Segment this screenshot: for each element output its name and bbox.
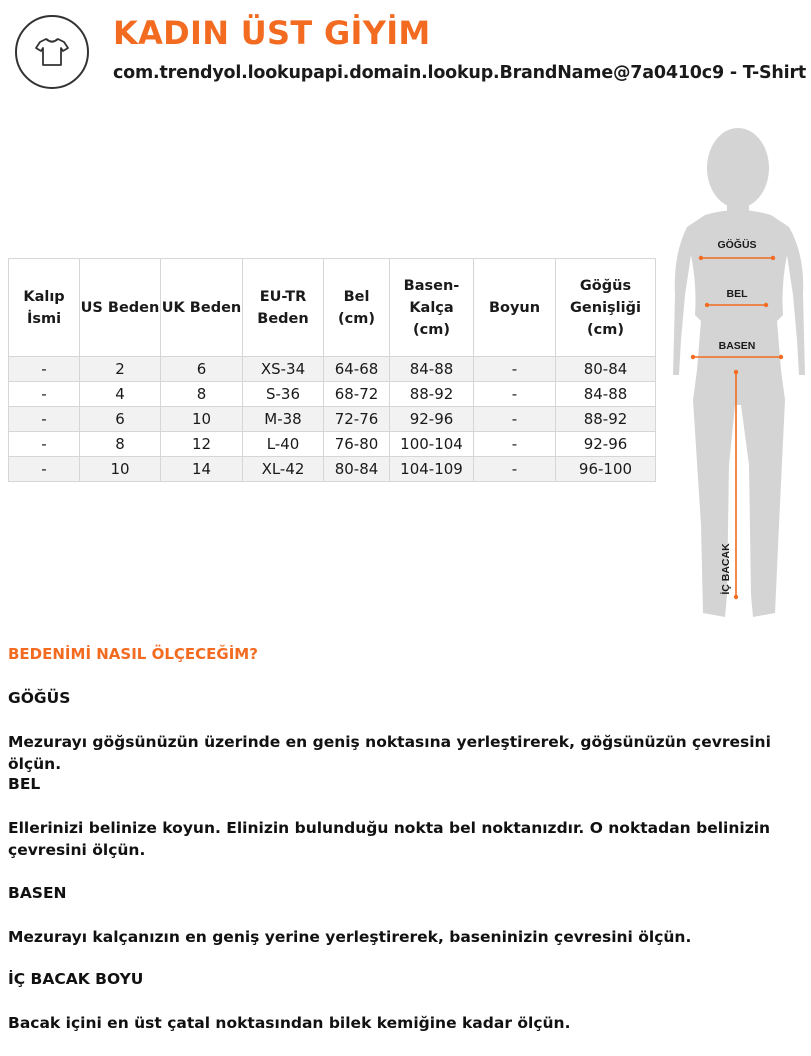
header-us-size: US Beden — [80, 259, 161, 357]
table-cell: 2 — [80, 357, 161, 382]
page-title: KADIN ÜST GİYİM — [113, 14, 431, 52]
table-cell: - — [9, 357, 80, 382]
table-cell: 14 — [161, 457, 243, 482]
table-cell: 8 — [161, 382, 243, 407]
table-row — [9, 357, 656, 382]
table-cell: - — [474, 407, 556, 432]
table-header-row — [9, 259, 656, 357]
table-cell: 64-68 — [324, 357, 390, 382]
table-cell: 84-88 — [556, 382, 656, 407]
table-cell: L-40 — [243, 432, 324, 457]
waist-text: Ellerinizi belinize koyun. Elinizin bulunduğu nokta bel noktanızdır. O noktadan belinizin çevresini ölçün. — [8, 819, 771, 859]
chest-label: GÖĞÜS — [717, 239, 757, 251]
table-cell: - — [9, 382, 80, 407]
table-cell: - — [474, 357, 556, 382]
table-cell: 96-100 — [556, 457, 656, 482]
table-cell: 6 — [161, 357, 243, 382]
table-cell: 76-80 — [324, 432, 390, 457]
table-cell: 10 — [80, 457, 161, 482]
table-row — [9, 407, 656, 432]
body-silhouette — [673, 128, 805, 617]
table-cell: 4 — [80, 382, 161, 407]
header-neck: Boyun — [474, 259, 556, 357]
table-cell: 92-96 — [390, 407, 474, 432]
table-cell: 72-76 — [324, 407, 390, 432]
table-cell: 12 — [161, 432, 243, 457]
page-subtitle: com.trendyol.lookupapi.domain.lookup.BrandName@7a0410c9 - T-Shirt — [113, 63, 807, 83]
table-row — [9, 382, 656, 407]
header-eu-tr-size: EU-TR Beden — [243, 259, 324, 357]
table-cell: - — [9, 407, 80, 432]
table-cell: 68-72 — [324, 382, 390, 407]
table-cell: - — [474, 382, 556, 407]
inseam-text: Bacak içini en üst çatal noktasından bilek kemiğine kadar ölçün. — [8, 1014, 571, 1032]
table-cell: 80-84 — [324, 457, 390, 482]
table-row — [9, 432, 656, 457]
header-chest: Göğüs Genişliği (cm) — [556, 259, 656, 357]
table-row — [9, 457, 656, 482]
table-cell: 84-88 — [390, 357, 474, 382]
table-cell: 104-109 — [390, 457, 474, 482]
waist-label: BEL — [726, 288, 748, 300]
chest-title: GÖĞÜS — [8, 689, 71, 707]
table-cell: 100-104 — [390, 432, 474, 457]
table-cell: S-36 — [243, 382, 324, 407]
inseam-title: İÇ BACAK BOYU — [8, 970, 144, 988]
tshirt-icon — [34, 36, 70, 68]
header-fit-name: Kalıp İsmi — [9, 259, 80, 357]
hip-label: BASEN — [718, 340, 756, 352]
table-cell: 88-92 — [556, 407, 656, 432]
table-cell: - — [474, 457, 556, 482]
table-cell: - — [474, 432, 556, 457]
header-hip: Basen-Kalça (cm) — [390, 259, 474, 357]
table-cell: - — [9, 432, 80, 457]
table-cell: 8 — [80, 432, 161, 457]
chest-text: Mezurayı göğsünüzün üzerinde en geniş noktasına yerleştirerek, göğsünüzün çevresini ölçün. — [8, 733, 771, 773]
table-cell: 6 — [80, 407, 161, 432]
table-cell: - — [9, 457, 80, 482]
header-uk-size: UK Beden — [161, 259, 243, 357]
table-cell: 92-96 — [556, 432, 656, 457]
table-cell: XL-42 — [243, 457, 324, 482]
hip-title: BASEN — [8, 884, 67, 902]
size-chart-table — [8, 258, 656, 482]
table-cell: M-38 — [243, 407, 324, 432]
guide-heading: BEDENİMİ NASIL ÖLÇECEĞİM? — [8, 645, 258, 663]
header-waist: Bel (cm) — [324, 259, 390, 357]
waist-title: BEL — [8, 775, 41, 793]
hip-text: Mezurayı kalçanızın en geniş yerine yerleştirerek, baseninizin çevresini ölçün. — [8, 928, 692, 946]
inseam-label: İÇ BACAK — [720, 543, 732, 595]
table-cell: 88-92 — [390, 382, 474, 407]
table-cell: 80-84 — [556, 357, 656, 382]
table-cell: XS-34 — [243, 357, 324, 382]
body-measurement-figure — [665, 125, 811, 620]
table-cell: 10 — [161, 407, 243, 432]
category-logo — [15, 15, 89, 89]
